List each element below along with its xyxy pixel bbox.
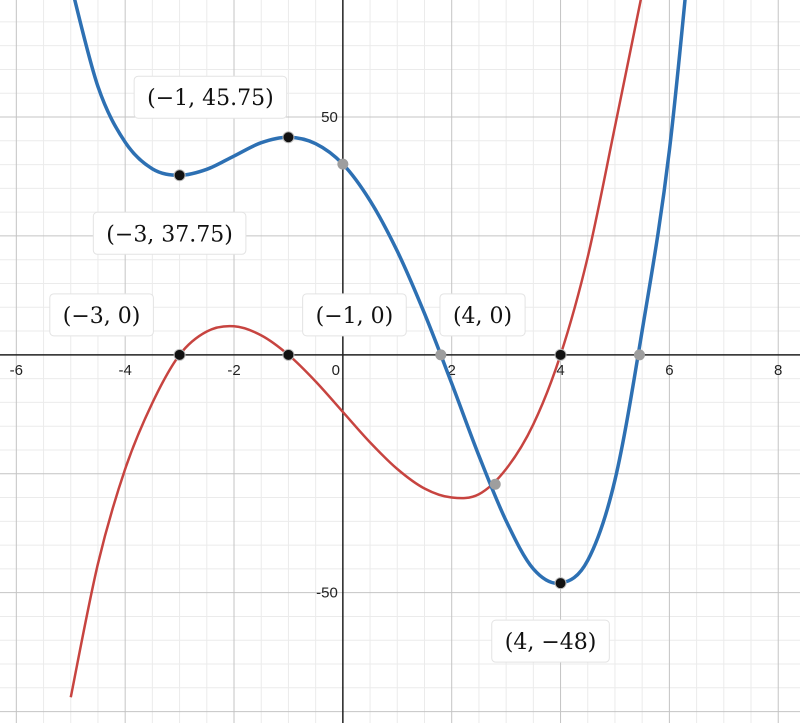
point-callout: [134, 76, 287, 118]
y-tick-label: -50: [316, 584, 338, 602]
labeled-point: [555, 578, 566, 589]
intersection-point: [337, 159, 348, 170]
point-label: (4, −48): [504, 630, 597, 656]
intersection-point: [634, 349, 645, 360]
x-tick-label: 8: [774, 361, 783, 379]
intersection-point: [435, 349, 446, 360]
x-tick-label: 2: [447, 361, 456, 379]
point-callout: [50, 294, 154, 336]
point-callout: [440, 294, 525, 336]
x-tick-label: -6: [9, 361, 23, 379]
point-label: (−1, 45.75): [147, 86, 274, 112]
point-callout: [93, 212, 246, 254]
point-label: (−3, 0): [62, 303, 141, 329]
labeled-point: [174, 349, 185, 360]
labeled-point: [555, 349, 566, 360]
point-label: (−3, 37.75): [106, 222, 233, 248]
x-tick-label: 4: [556, 361, 565, 379]
labeled-point: [283, 132, 294, 143]
labeled-point: [174, 170, 185, 181]
point-callout: [492, 620, 610, 662]
point-label: (4, 0): [452, 303, 513, 329]
point-label: (−1, 0): [315, 303, 394, 329]
intersection-point: [490, 479, 501, 490]
x-tick-label: 6: [665, 361, 674, 379]
labeled-point: [283, 349, 294, 360]
x-tick-label: 0: [331, 361, 341, 379]
x-tick-label: -2: [227, 361, 241, 379]
point-callout: [303, 294, 407, 336]
y-tick-label: 50: [321, 109, 338, 127]
x-tick-label: -4: [118, 361, 132, 379]
